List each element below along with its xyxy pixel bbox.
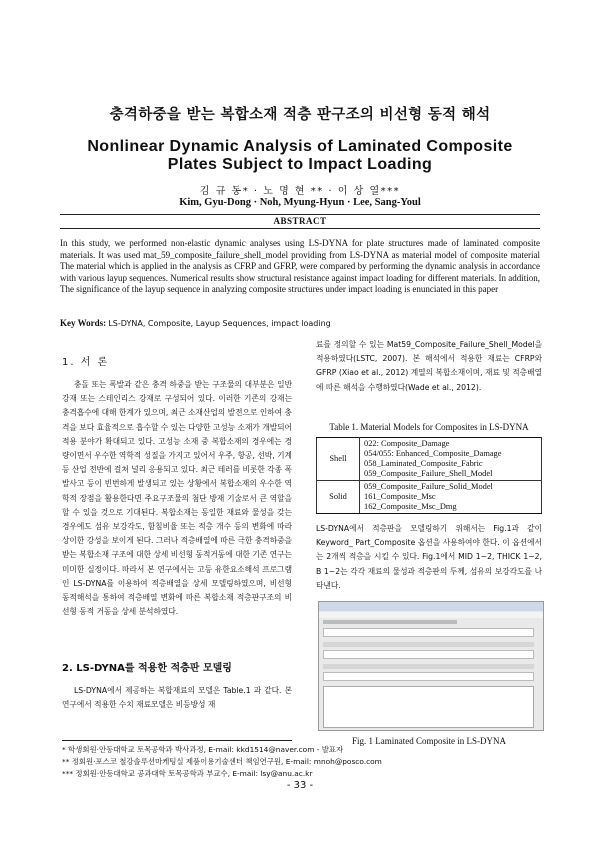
- figure-1-screenshot: [318, 601, 544, 731]
- table-1-caption: Table 1. Material Models for Composites in LS-DYNA: [329, 422, 529, 432]
- figure-header-row: [323, 664, 534, 669]
- section-2-title: 2. LS-DYNA를 적용한 적층판 모델링: [62, 663, 232, 674]
- paper-title-korean: 충격하중을 받는 복합소재 적층 판구조의 비선형 동적 해석: [109, 107, 491, 123]
- footnote-1: * 학생회원·안동대학교 토목공학과 박사과정, E-mail: kkd1514@naver.com - 발표자: [62, 745, 344, 754]
- section-1-body: 충돌 또는 폭발과 같은 충격 하중을 받는 구조물의 대부분은 일반강재 또는 스테인리스 강재로 구성되어 있다. 이러한 기존의 강재는 충격흡수에 대해 한계가 있으며, 최근 소재산업의 발전으로 인하여 충격을 보다 효율적으로 흡수할 수 있는 다양한 고성능 소재가 개발되어 적용 분야가 확대되고 있다. 고성능 소재 중 복합소재의 경우에는 경량이면서 우수한 역학적 성질을 가지고 있어서 우주, 항공, 선박, 기계 등 산업 전반에 걸쳐 널리 응용되고 있다. 최근 테러를 비롯한 각종 폭발사고 등이 빈번하게 발생되고 있는 상황에서 복합소재의 우수한 역학적 장점을 활용한다면 주요구조물의 첨단 방재 기술로서 큰 역할을 할 수 있을 것으로 기대된다. 복합소재는 동일한 재료와 물성을 갖는 경우에도 섬유 보강각도, 함침비율 또는 적층 개수 등의 변화에 따라 상이한 강성을 보이게 된다. 그러나 적층배열에 따른 극한 충격하중을 받는 복합소재 구조에 대한 상세 비선형 동적거동에 대한 기존 연구는 미미한 실정이다. 따라서 본 연구에서는 고등 유한요소해석 프로그램인 LS-DYNA를 이용하여 적층배열을 상세 모델링하였으며, 비선형 동적해석을 통하여 적층배열 변화에 따른 복합소재 적층판구조의 비선형 동적 거동을 상세 분석하였다.: [62, 380, 292, 617]
- figure-toolbar: [319, 612, 543, 618]
- paper-title-english-line2: Plates Subject to Impact Loading: [167, 156, 433, 173]
- table-item: 059_Composite_Failure_Solid_Model: [364, 482, 493, 491]
- figure-1-caption: Fig. 1 Laminated Composite in LS-DYNA: [352, 736, 506, 746]
- table-item: 162_Composite_Msc_Dmg: [364, 502, 457, 511]
- table-row: [317, 481, 542, 514]
- table-items-cell: [360, 481, 542, 514]
- footnote-rule: [62, 740, 292, 741]
- table-items-cell: [360, 438, 542, 481]
- table-item: 059_Composite_Failure_Shell_Model: [364, 469, 493, 478]
- footnote-3: *** 정회원·안동대학교 공과대학 토목공학과 부교수, E-mail: lsy@anu.ac.kr: [62, 769, 313, 778]
- figure-input-box: [323, 628, 534, 637]
- table-item: 161_Composite_Msc: [364, 492, 436, 501]
- keywords-label: Key Words:: [60, 318, 109, 328]
- table-item: 058_Laminated_Composite_Fabric: [364, 459, 483, 468]
- authors-english: Kim, Gyu-Dong · Noh, Myung-Hyun · Lee, Sang-Youl: [179, 197, 421, 208]
- figure-field-row: [323, 620, 457, 624]
- section-1-title: 1. 서 론: [62, 357, 110, 368]
- table-category-cell: Shell: [317, 438, 360, 481]
- figure-window-titlebar: [319, 602, 543, 611]
- abstract-body: In this study, we performed non-elastic dynamic analyses using LS-DYNA for plate structures made of laminated composite materials. It was used mat_59_composite_failure_shell_model providing from LS-DYNA as material model of composite material The material which is applied in the analysis as CFRP and GFRP, were compared by performing the dynamic analysis in accordance with various layup sequences. Numerical results show structural resistance against impact loading for different materials. In addition, The significance of the layup sequence in analyzing composite structures under impact loading is enunciated in this paper: [60, 238, 540, 295]
- table-category-cell: Solid: [317, 481, 360, 514]
- figure-data-table: [323, 686, 534, 728]
- section-2-body: LS-DYNA에서 제공하는 복합재료의 모델은 Table.1 과 같다. 본 연구에서 적용한 수치 재료모델은 비등방성 재: [62, 686, 292, 710]
- figure-header-row: [323, 642, 534, 647]
- authors-korean: 김 규 동* · 노 명 현 ** · 이 상 열***: [199, 186, 401, 197]
- paper-title-english-line1: Nonlinear Dynamic Analysis of Laminated Composite: [87, 138, 513, 155]
- keywords: [60, 318, 540, 328]
- keywords-text: LS-DYNA, Composite, Layup Sequences, impact loading: [108, 319, 331, 328]
- figure-input-box: [323, 650, 534, 659]
- table-item: 022: Composite_Damage: [364, 439, 450, 448]
- right-column-body: LS-DYNA에서 적층판을 모델링하기 위해서는 Fig.1과 같이 Keyword_ Part_Composite 옵션을 사용하여야 한다. 이 옵션에서는 2개씩 적층을 시킬 수 있다. Fig.1에서 MID 1~2, THICK 1~2, B 1~2는 각각 재료의 물성과 적층판의 두께, 섬유의 보강각도를 나타낸다.: [316, 524, 542, 590]
- right-column-intro: 료를 정의할 수 있는 Mat59_Composite_Failure_Shell_Model을 적용하였다(LSTC, 2007). 본 해석에서 적용한 재료는 CFRP와 GFRP (Xiao et al., 2012) 계열의 복합소재이며, 재료 및 적층배열에 따른 해석을 수행하였다(Wade et al., 2012).: [316, 340, 542, 392]
- table-row: [317, 438, 542, 481]
- abstract-heading: ABSTRACT: [273, 216, 327, 226]
- table-1: [316, 437, 542, 514]
- abstract-rule-top: [60, 214, 540, 215]
- page-number: - 33 -: [286, 780, 314, 791]
- figure-input-box: [323, 672, 534, 681]
- table-item: 054/055: Enhanced_Composite_Damage: [364, 449, 502, 458]
- footnote-2: ** 정회원·포스코 철강솔루션마케팅실 제품이용기술센터 책임연구원, E-mail: mnoh@posco.com: [62, 757, 382, 766]
- abstract-rule-bottom: [60, 228, 540, 229]
